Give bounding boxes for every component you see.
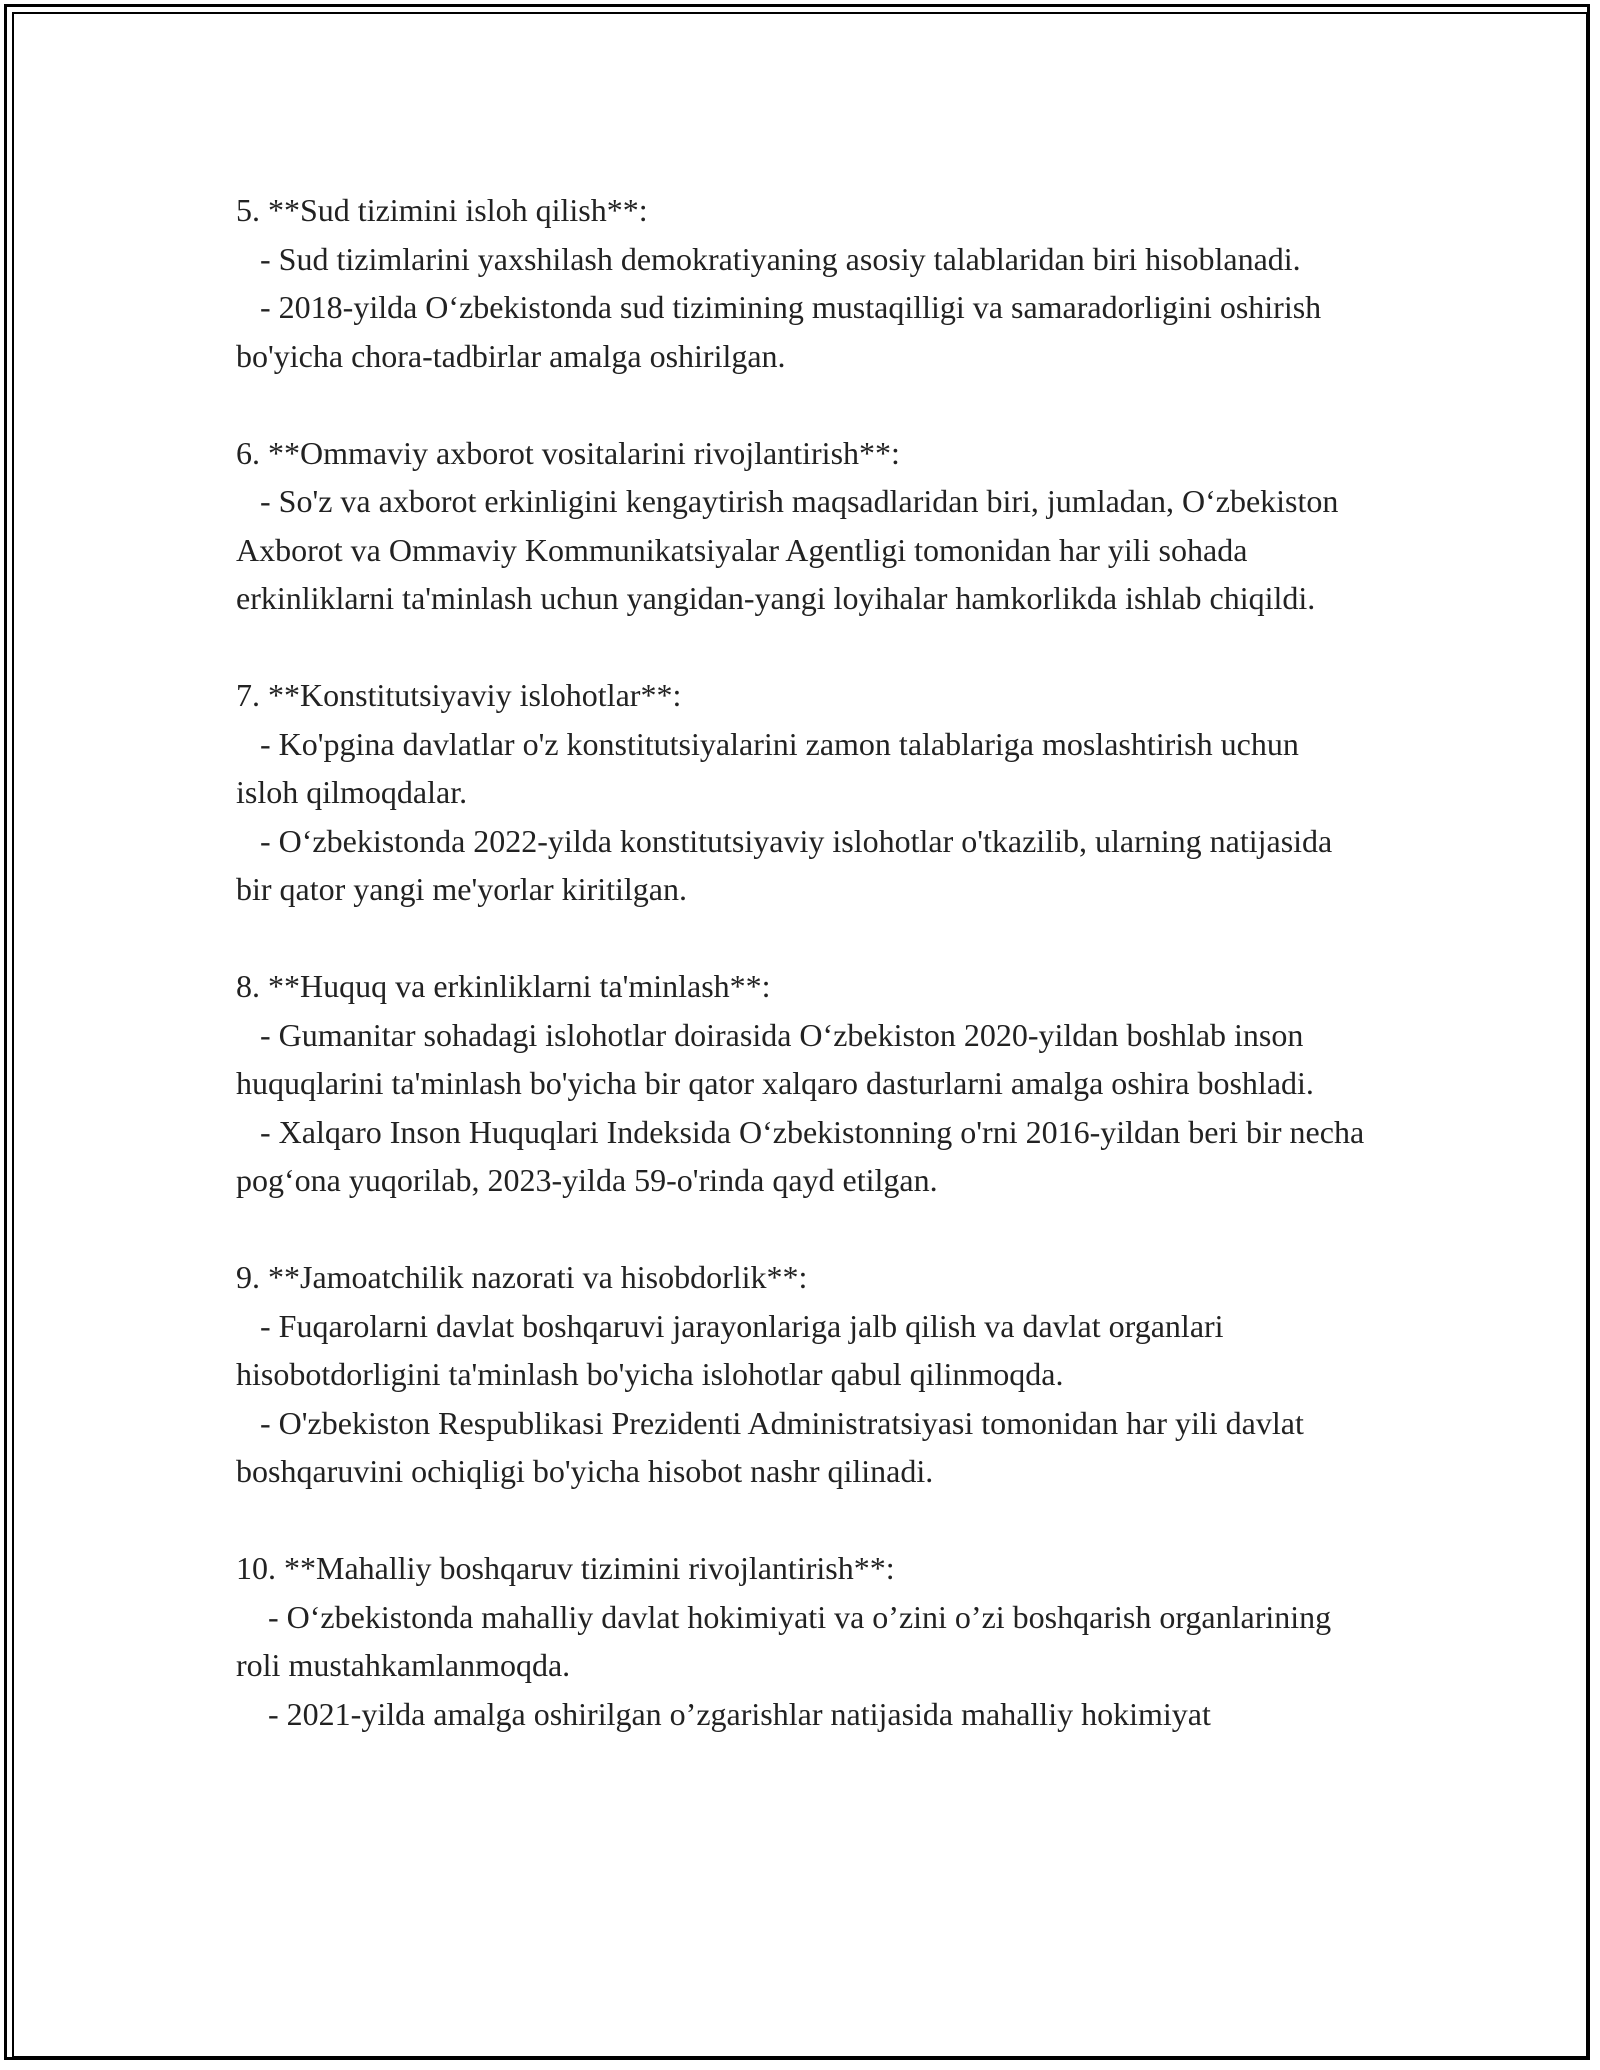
section-heading: 9. **Jamoatchilik nazorati va hisobdorlik**: — [236, 1259, 808, 1295]
paragraph: - Sud tizimlarini yaxshilash demokratiyaning asosiy talablaridan biri hisoblanadi. — [236, 240, 1301, 277]
paragraph: - O‘zbekistonda mahalliy davlat hokimiyati va o’zini o’zi boshqarish organlarining roli mustahkamlanmoqda. — [236, 1598, 1340, 1683]
section-heading: 10. **Mahalliy boshqaruv tizimini rivojlantirish**: — [236, 1550, 895, 1586]
section-heading: 8. **Huquq va erkinliklarni ta'minlash**: — [236, 968, 771, 1004]
document-body — [236, 186, 1373, 1787]
paragraph: - Ko'pgina davlatlar o'z konstitutsiyalarini zamon talablariga moslashtirish uchun isloh qilmoqdalar. — [236, 725, 1307, 810]
paragraph: - So'z va axborot erkinligini kengaytirish maqsadlaridan biri, jumladan, O‘zbekiston Axborot va Ommaviy Kommunikatsiyalar Agentligi tomonidan har yili sohada erkinliklarni ta'minlash uchun yangidan-yangi loyihalar hamkorlikda ishlab chiqildi. — [236, 483, 1345, 616]
section-heading: 7. **Konstitutsiyaviy islohotlar**: — [236, 677, 682, 713]
paragraph: - Gumanitar sohadagi islohotlar doirasida O‘zbekiston 2020-yildan boshlab inson huquqlarini ta'minlash bo'yicha bir qator xalqaro dasturlarni amalga oshira boshladi. — [236, 1016, 1314, 1101]
section-10 — [236, 1544, 1366, 1738]
paragraph: - Fuqarolarni davlat boshqaruvi jarayonlariga jalb qilish va davlat organlari hisobotdorligini ta'minlash bo'yicha islohotlar qabul qilinmoqda. — [236, 1307, 1232, 1392]
section-7 — [236, 671, 1366, 914]
section-heading: 5. **Sud tizimini isloh qilish**: — [236, 192, 648, 228]
paragraph: - Xalqaro Inson Huquqlari Indeksida O‘zbekistonning o'rni 2016-yildan beri bir necha pog‘ona yuqorilab, 2023-yilda 59-o'rinda qayd etilgan. — [236, 1113, 1373, 1198]
section-heading: 6. **Ommaviy axborot vositalarini rivojlantirish**: — [236, 434, 900, 471]
section-5 — [236, 186, 1366, 380]
paragraph: - 2021-yilda amalga oshirilgan o’zgarishlar natijasida mahalliy hokimiyat — [236, 1695, 1211, 1732]
paragraph: - 2018-yilda O‘zbekistonda sud tizimining mustaqilligi va samaradorligini oshirish bo'yicha chora-tadbirlar amalga oshirilgan. — [236, 289, 1330, 374]
paragraph: - O‘zbekistonda 2022-yilda konstitutsiyaviy islohotlar o'tkazilib, ularning natijasida bir qator yangi me'yorlar kiritilgan. — [236, 822, 1341, 907]
section-6 — [236, 429, 1366, 623]
paragraph: - O'zbekiston Respublikasi Prezidenti Administratsiyasi tomonidan har yili davlat boshqaruvini ochiqligi bo'yicha hisobot nashr qilinadi. — [236, 1404, 1312, 1489]
section-8 — [236, 962, 1373, 1205]
section-9 — [236, 1253, 1366, 1496]
